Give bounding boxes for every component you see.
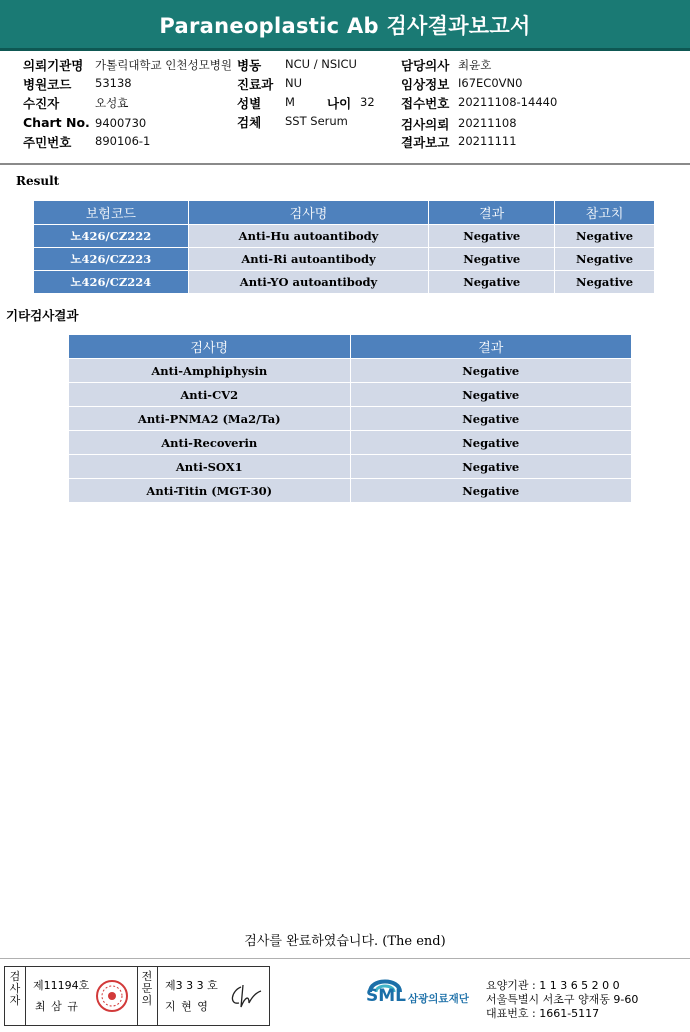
tester-name: 최 삼 규 <box>35 1000 79 1013</box>
value-chart-no: 9400730 <box>95 116 147 130</box>
doctor-label: 전문의 <box>141 970 153 1007</box>
signature-box <box>4 966 270 1026</box>
label-report-date: 결과보고 <box>401 135 450 150</box>
label-specimen: 검체 <box>237 115 262 130</box>
table-row <box>69 431 632 455</box>
value-request-date: 20211108 <box>458 116 517 130</box>
test-result: Negative <box>350 407 631 431</box>
label-age: 나이 <box>327 96 352 111</box>
doctor-license-no: 제3 3 3 호 <box>165 979 218 992</box>
end-statement <box>0 930 690 949</box>
header-divider <box>0 163 690 165</box>
value-resident-no: 890106-1 <box>95 134 151 148</box>
table-row <box>34 225 655 248</box>
test-result: Negative <box>350 359 631 383</box>
label-ward: 병동 <box>237 58 262 73</box>
logo-text: SML <box>366 986 406 1006</box>
org-address: 서울특별시 서초구 양재동 9-60 <box>486 993 639 1006</box>
tester-license-no: 제11194호 <box>33 979 90 992</box>
test-result: Negative <box>350 383 631 407</box>
test-result: Negative <box>350 455 631 479</box>
test-result: Negative <box>350 479 631 503</box>
col-header-test-name: 검사명 <box>188 201 429 225</box>
end-statement-en: (The end) <box>382 934 446 949</box>
reference-value: Negative <box>555 271 655 294</box>
value-receipt-no: 20211108-14440 <box>458 95 558 109</box>
end-statement-ko: 검사를 완료하였습니다. <box>244 934 379 949</box>
value-specimen: SST Serum <box>285 114 348 128</box>
value-hospital-code: 53138 <box>95 76 132 90</box>
col-header-result: 결과 <box>429 201 555 225</box>
doctor-name: 지 현 영 <box>165 1000 209 1013</box>
other-results-table <box>68 334 632 503</box>
table-row <box>69 479 632 503</box>
table-row <box>34 271 655 294</box>
label-clinical-info: 임상정보 <box>401 77 450 92</box>
label-chart-no: Chart No. <box>23 115 90 130</box>
label-department: 진료과 <box>237 77 274 92</box>
reference-value: Negative <box>555 248 655 271</box>
insurance-code: 노426/CZ224 <box>34 271 189 294</box>
test-result: Negative <box>429 225 555 248</box>
tester-label: 검사자 <box>9 970 21 1007</box>
label-resident-no: 주민번호 <box>23 135 72 150</box>
other-table-header <box>69 335 632 359</box>
signature-icon <box>227 981 263 1011</box>
insurance-code: 노426/CZ223 <box>34 248 189 271</box>
test-name: Anti-SOX1 <box>69 455 351 479</box>
test-name: Anti-YO autoantibody <box>188 271 429 294</box>
org-phone: 대표번호 : 1661-5117 <box>486 1007 600 1020</box>
value-sex: M <box>285 95 295 109</box>
label-doctor: 담당의사 <box>401 58 450 73</box>
col-header-result: 결과 <box>350 335 631 359</box>
test-name: Anti-PNMA2 (Ma2/Ta) <box>69 407 351 431</box>
value-patient: 오성효 <box>95 96 129 110</box>
org-logo <box>366 972 478 1016</box>
test-name: Anti-Hu autoantibody <box>188 225 429 248</box>
label-patient: 수진자 <box>23 96 60 111</box>
value-report-date: 20211111 <box>458 134 517 148</box>
label-receipt-no: 접수번호 <box>401 96 450 111</box>
label-sex: 성별 <box>237 96 262 111</box>
test-name: Anti-Ri autoantibody <box>188 248 429 271</box>
insurance-code: 노426/CZ222 <box>34 225 189 248</box>
table-row <box>69 455 632 479</box>
test-name: Anti-CV2 <box>69 383 351 407</box>
table-row <box>69 359 632 383</box>
stamp-icon <box>95 979 129 1013</box>
test-result: Negative <box>429 271 555 294</box>
institution-code: 요양기관 : 1 1 3 6 5 2 0 0 <box>486 979 620 992</box>
label-hospital-code: 병원코드 <box>23 77 72 92</box>
col-header-insurance-code: 보험코드 <box>34 201 189 225</box>
value-age: 32 <box>360 95 375 109</box>
col-header-test-name: 검사명 <box>69 335 351 359</box>
table-row <box>69 407 632 431</box>
test-name: Anti-Titin (MGT-30) <box>69 479 351 503</box>
footer-divider <box>0 958 690 959</box>
label-request-date: 검사의뢰 <box>401 117 450 132</box>
value-department: NU <box>285 76 303 90</box>
test-result: Negative <box>429 248 555 271</box>
report-title: Paraneoplastic Ab 검사결과보고서 <box>159 14 531 38</box>
value-doctor: 최윤호 <box>458 58 492 72</box>
result-table-header <box>34 201 655 225</box>
test-name: Anti-Amphiphysin <box>69 359 351 383</box>
value-ward: NCU / NSICU <box>285 57 357 71</box>
reference-value: Negative <box>555 225 655 248</box>
other-section-title: 기타검사결과 <box>6 308 79 323</box>
value-clinical-info: I67EC0VN0 <box>458 76 523 90</box>
org-name: 삼광의료재단 <box>408 993 469 1005</box>
col-header-reference: 참고치 <box>555 201 655 225</box>
test-name: Anti-Recoverin <box>69 431 351 455</box>
result-table <box>33 200 655 294</box>
table-row <box>34 248 655 271</box>
table-row <box>69 383 632 407</box>
test-result: Negative <box>350 431 631 455</box>
report-title-bar <box>0 0 690 51</box>
label-requesting-org: 의뢰기관명 <box>23 58 84 73</box>
result-section-title: Result <box>16 174 60 188</box>
value-requesting-org: 가톨릭대학교 인천성모병원 <box>95 58 232 72</box>
